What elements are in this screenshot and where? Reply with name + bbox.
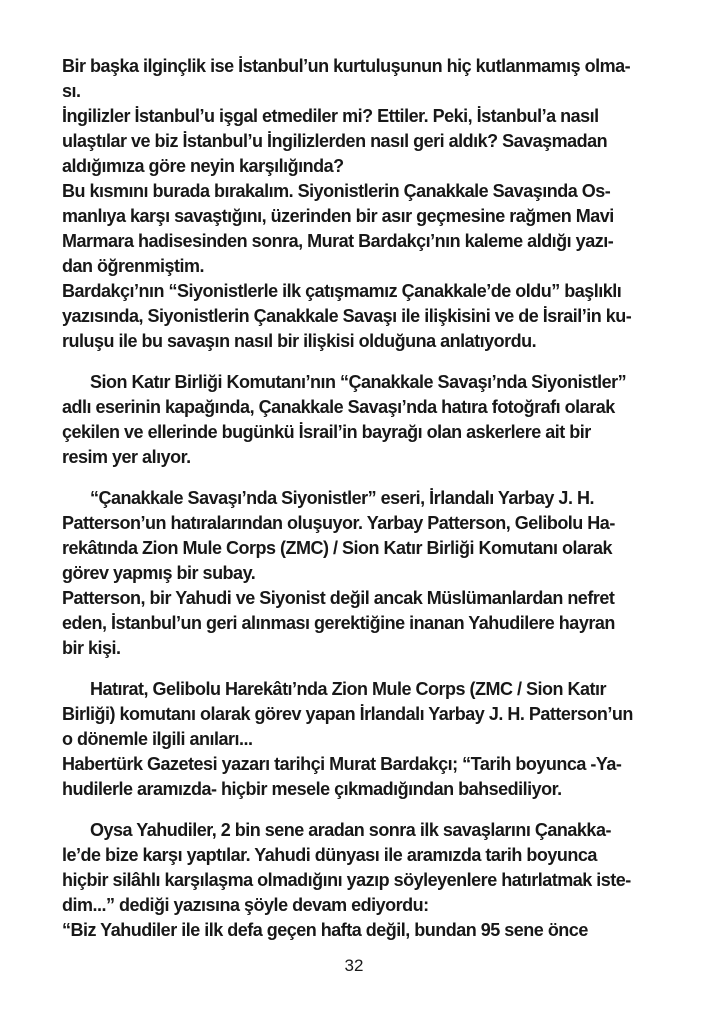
text-line: yazısında, Siyonistlerin Çanakkale Savaşı ile ilişkisini ve de İsrail’in ku- [62, 306, 632, 326]
text-line: “Biz Yahudiler ile ilk defa geçen hafta değil, bundan 95 sene önce [62, 920, 588, 940]
text-line: Habertürk Gazetesi yazarı tarihçi Murat Bardakçı; “Tarih boyunca -Ya- [62, 754, 622, 774]
text-line: Patterson, bir Yahudi ve Siyonist değil ancak Müslümanlardan nefret [62, 588, 615, 608]
text-line: İngilizler İstanbul’u işgal etmediler mi? Ettiler. Peki, İstanbul’a nasıl [62, 106, 599, 126]
text-line: ulaştılar ve biz İstanbul’u İngilizlerden nasıl geri aldık? Savaşmadan [62, 131, 608, 151]
text-line: eden, İstanbul’un geri alınması gerektiğine inanan Yahudilere hayran [62, 613, 615, 633]
paragraph [62, 918, 662, 943]
text-line: adlı eserinin kapağında, Çanakkale Savaşı’nda hatıra fotoğrafı olarak [62, 397, 615, 417]
text-line: Hatırat, Gelibolu Harekâtı’nda Zion Mule Corps (ZMC / Sion Katır [90, 679, 607, 699]
text-line: Patterson’un hatıralarından oluşuyor. Yarbay Patterson, Gelibolu Ha- [62, 513, 615, 533]
paragraph [62, 818, 662, 918]
text-line: “Çanakkale Savaşı’nda Siyonistler” eseri, İrlandalı Yarbay J. H. [90, 488, 594, 508]
text-line: Sion Katır Birliği Komutanı’nın “Çanakkale Savaşı’nda Siyonistler” [90, 372, 627, 392]
text-line: Bu kısmını burada bırakalım. Siyonistlerin Çanakkale Savaşında Os- [62, 181, 611, 201]
text-line: aldığımıza göre neyin karşılığında? [62, 156, 344, 176]
paragraph [62, 279, 662, 354]
paragraph [62, 104, 662, 179]
paragraph [62, 179, 662, 279]
text-line: manlıya karşı savaştığını, üzerinden bir asır geçmesine rağmen Mavi [62, 206, 614, 226]
text-line: Oysa Yahudiler, 2 bin sene aradan sonra ilk savaşlarını Çanakka- [90, 820, 611, 840]
text-line: le’de bize karşı yaptılar. Yahudi dünyası ile aramızda tarih boyunca [62, 845, 597, 865]
text-line: ruluşu ile bu savaşın nasıl bir ilişkisi olduğuna anlatıyordu. [62, 331, 537, 351]
text-line: dim...” dediği yazısına şöyle devam ediyordu: [62, 895, 429, 915]
paragraph [62, 677, 662, 752]
page-number: 32 [344, 956, 364, 975]
paragraph [62, 54, 662, 104]
text-line: Birliği) komutanı olarak görev yapan İrlandalı Yarbay J. H. Patterson’un [62, 704, 633, 724]
text-line: hiçbir silâhlı karşılaşma olmadığını yazıp söyleyenlere hatırlatmak iste- [62, 870, 631, 890]
paragraph [62, 752, 662, 802]
text-line: görev yapmış bir subay. [62, 563, 256, 583]
text-line: Bir başka ilginçlik ise İstanbul’un kurtuluşunun hiç kutlanmamış olma- [62, 56, 631, 76]
text-line: o dönemle ilgili anıları... [62, 729, 253, 749]
text-line: dan öğrenmiştim. [62, 256, 205, 276]
text-line: resim yer alıyor. [62, 447, 191, 467]
page-text [62, 54, 662, 943]
text-line: sı. [62, 81, 81, 101]
text-line: hudilerle aramızda- hiçbir mesele çıkmadığından bahsediliyor. [62, 779, 562, 799]
text-line: Marmara hadisesinden sonra, Murat Bardakçı’nın kaleme aldığı yazı- [62, 231, 614, 251]
paragraph [62, 370, 662, 470]
text-line: rekâtında Zion Mule Corps (ZMC) / Sion Katır Birliği Komutanı olarak [62, 538, 613, 558]
text-line: çekilen ve ellerinde bugünkü İsrail’in bayrağı olan askerlere ait bir [62, 422, 591, 442]
paragraph [62, 586, 662, 661]
paragraph [62, 486, 662, 586]
text-line: bir kişi. [62, 638, 121, 658]
text-line: Bardakçı’nın “Siyonistlerle ilk çatışmamız Çanakkale’de oldu” başlıklı [62, 281, 622, 301]
